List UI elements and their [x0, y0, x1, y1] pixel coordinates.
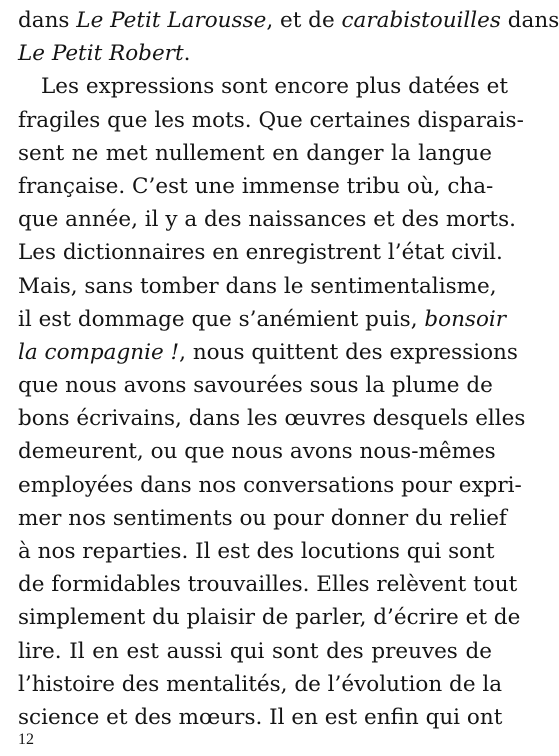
- text-line: [18, 701, 503, 734]
- text-segment: fragiles que les mots. Que certaines disparais-: [18, 107, 524, 133]
- text-line: [18, 402, 526, 435]
- text-segment: .: [183, 41, 191, 67]
- text-line: [18, 435, 496, 468]
- text-line: [18, 635, 492, 668]
- text-line: [18, 336, 518, 369]
- italic-segment: Le Petit Larousse: [76, 8, 267, 33]
- text-segment: que nous avons savourées sous la plume de: [18, 373, 493, 399]
- italic-segment: carabistouilles: [341, 8, 501, 33]
- text-line: [18, 601, 521, 634]
- text-line: [18, 37, 492, 70]
- text-line: [18, 369, 492, 402]
- italic-segment: bonsoir: [424, 306, 507, 332]
- text-line: [18, 502, 507, 535]
- text-line: [18, 137, 492, 170]
- text-segment: employées dans nos conversations pour expri-: [18, 472, 522, 498]
- text-line: [18, 668, 503, 701]
- text-segment: de formidables trouvailles. Elles relèvent tout: [18, 572, 518, 598]
- page-number: 12: [18, 731, 34, 748]
- text-segment: il est dommage que s’anémient puis,: [18, 306, 425, 332]
- text-line: [18, 535, 495, 568]
- text-segment: dans: [18, 8, 77, 33]
- italic-segment: Le Petit Robert: [18, 41, 184, 67]
- text-line: [18, 236, 503, 269]
- text-segment: Les dictionnaires en enregistrent l’état civil.: [18, 240, 503, 266]
- text-segment: simplement du plaisir de parler, d’écrire et de: [18, 605, 521, 631]
- text-segment: Les expressions sont encore plus datées et: [41, 74, 509, 100]
- text-segment: dans: [500, 8, 559, 33]
- text-segment: mer nos sentiments ou pour donner du relief: [18, 505, 507, 531]
- text-line: [18, 104, 524, 137]
- text-segment: science et des mœurs. Il en est enfin qui ont: [18, 704, 503, 730]
- text-line: [18, 70, 509, 103]
- text-segment: française. C’est une immense tribu où, cha-: [18, 173, 494, 199]
- text-segment: sent ne met nullement en danger la langue: [18, 140, 492, 166]
- text-segment: que année, il y a des naissances et des morts.: [18, 207, 516, 233]
- text-line: [18, 469, 522, 502]
- text-segment: à nos reparties. Il est des locutions qui sont: [18, 539, 495, 564]
- text-segment: Mais, sans tomber dans le sentimentalisme,: [18, 273, 497, 299]
- text-line: [18, 303, 507, 336]
- italic-segment: la compagnie !: [18, 339, 180, 365]
- text-line: [18, 270, 497, 303]
- text-segment: demeurent, ou que nous avons nous-mêmes: [18, 439, 496, 465]
- text-segment: bons écrivains, dans les œuvres desquels elles: [18, 406, 526, 432]
- text-segment: , et de: [266, 8, 342, 33]
- text-segment: , nous quittent des expressions: [179, 339, 518, 365]
- text-segment: lire. Il en est aussi qui sont des preuves de: [18, 638, 492, 664]
- text-line: [18, 4, 559, 37]
- text-line: [18, 170, 492, 203]
- text-line: [18, 203, 516, 236]
- page-body: [18, 4, 559, 734]
- text-line: [18, 568, 518, 601]
- text-segment: l’histoire des mentalités, de l’évolution de la: [18, 671, 503, 697]
